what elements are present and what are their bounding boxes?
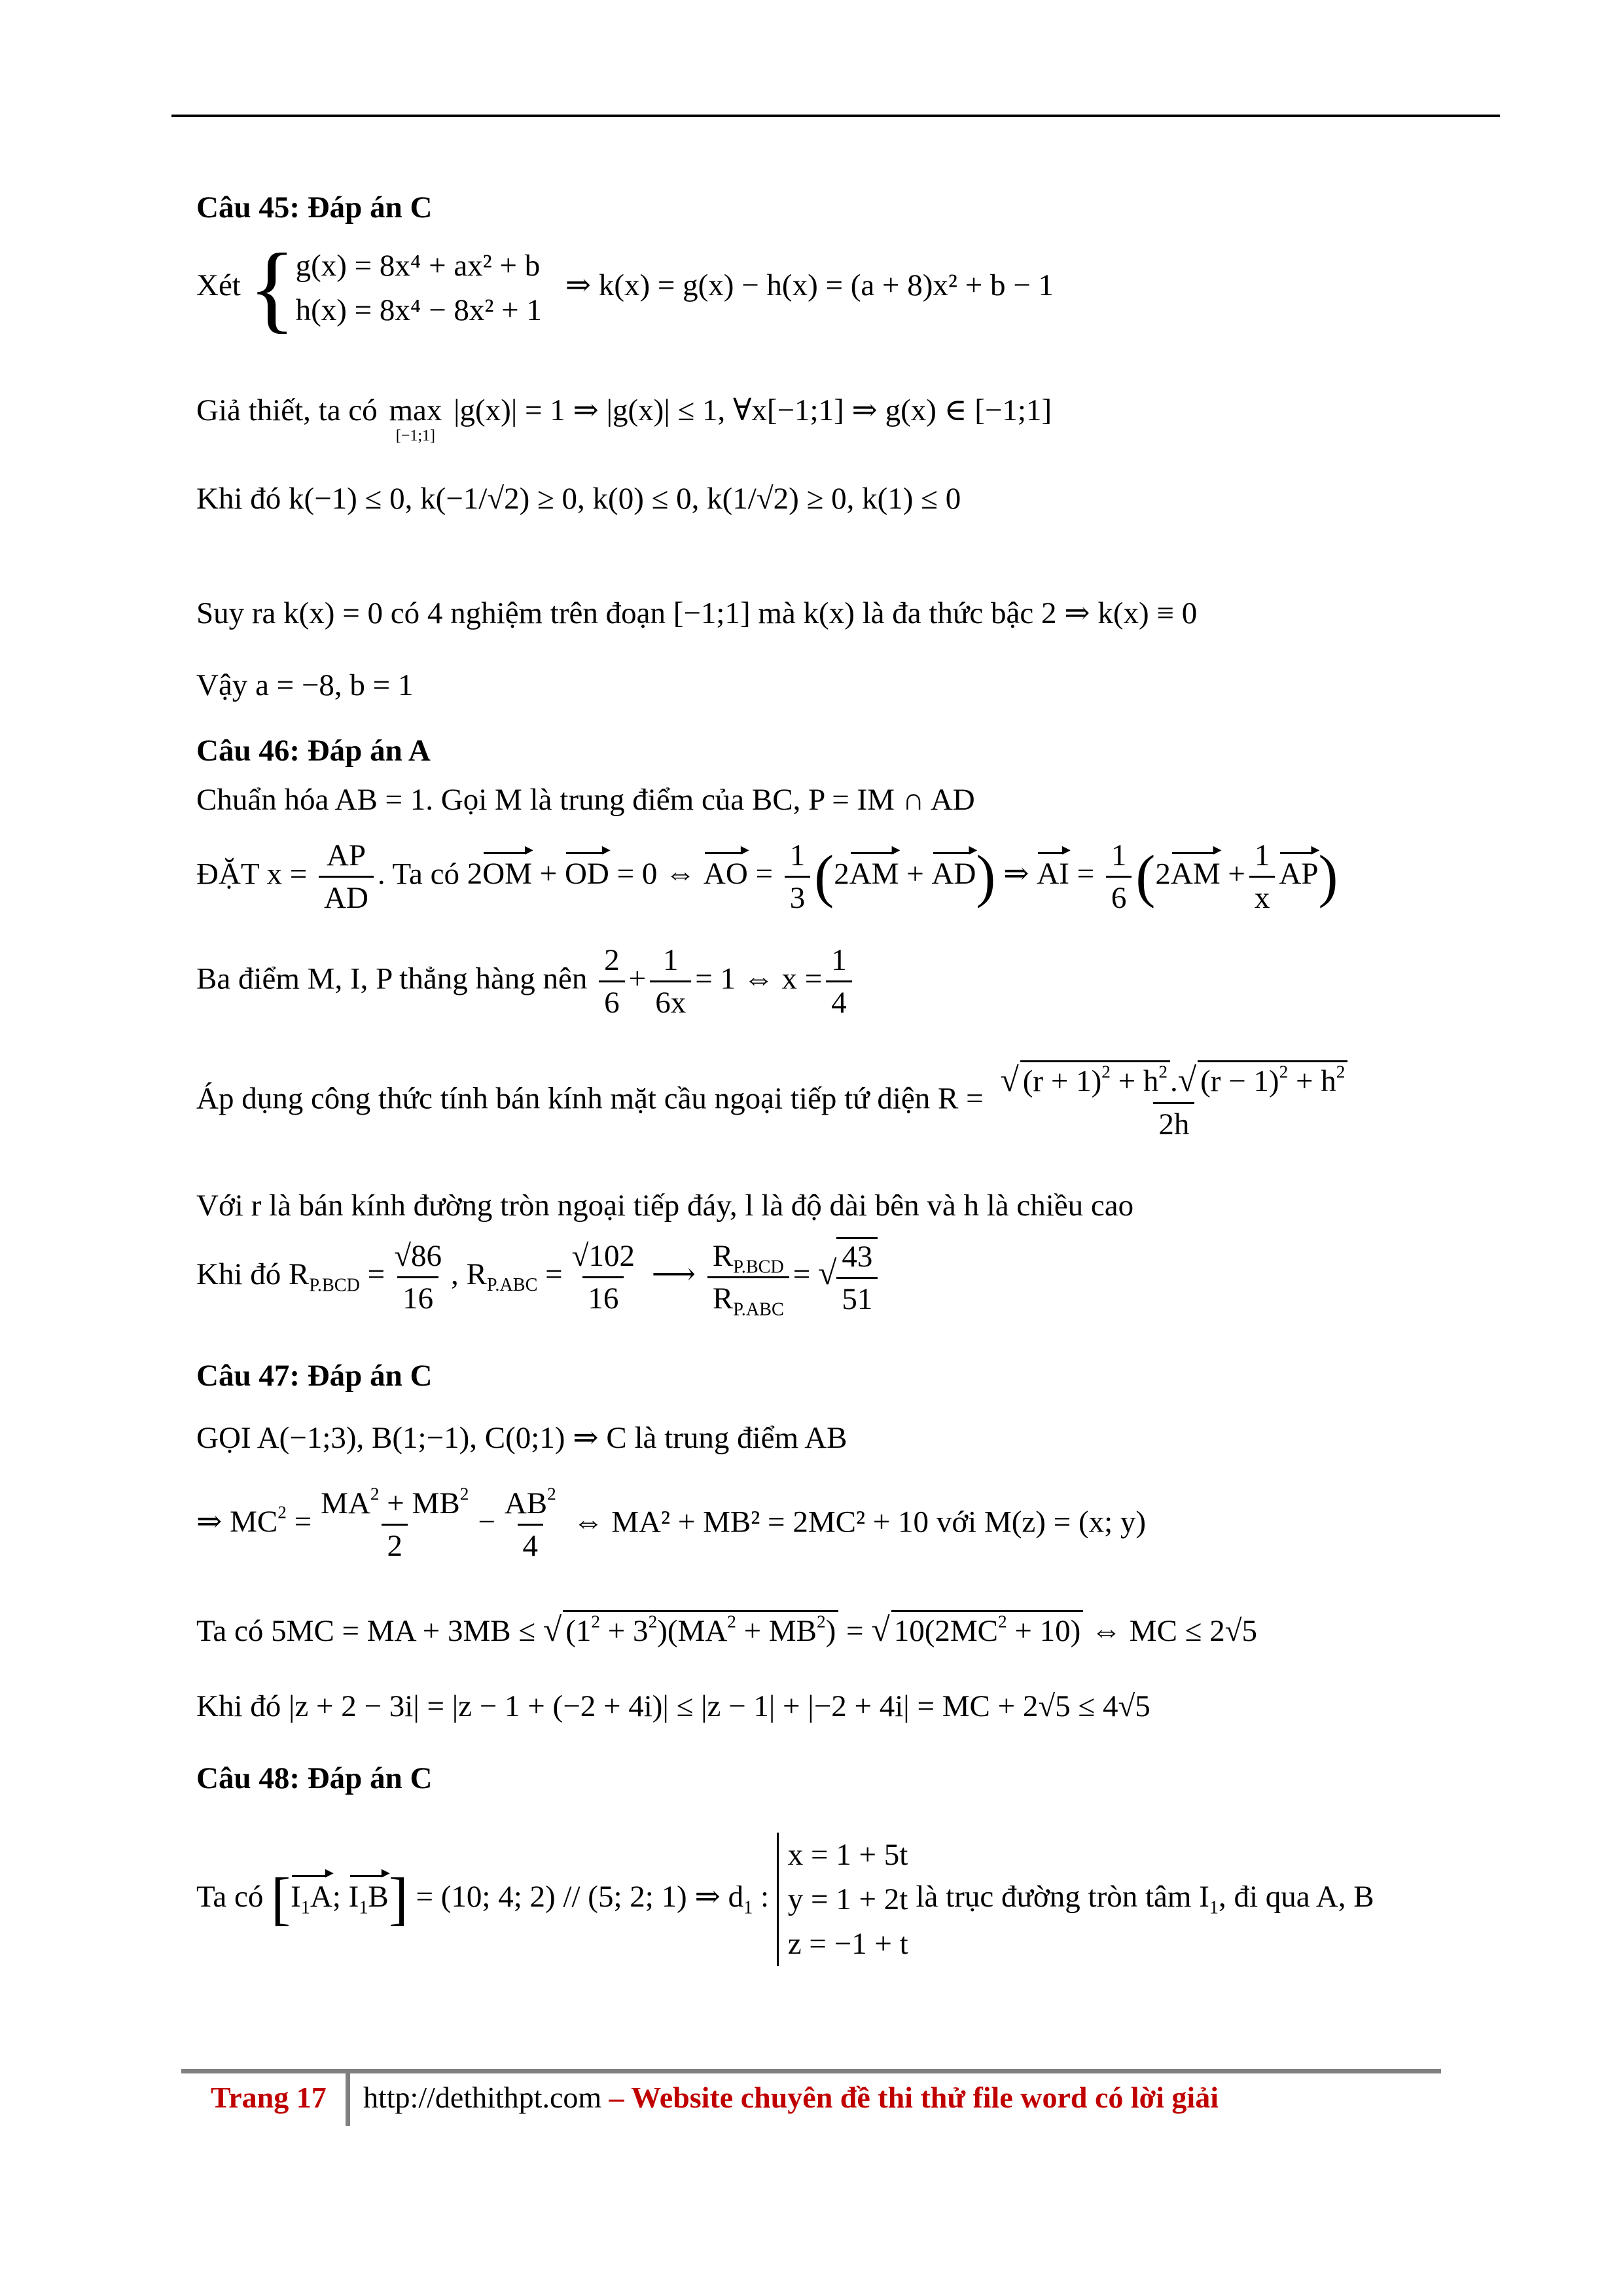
footer-url-link[interactable]: http://dethithpt.com	[363, 2081, 602, 2114]
fraction-ap-ad: $\frac{AP}{AD}$	[319, 838, 374, 916]
q45-heading: Câu 45: Đáp án C	[196, 190, 433, 224]
q45-vay-line: Vậy a = −8, b = 1	[196, 668, 414, 702]
footer-tagline: – Website chuyên đề thi thử file word có lời giải	[609, 2081, 1219, 2114]
q48-heading: Câu 48: Đáp án C	[196, 1761, 433, 1795]
footer-divider	[346, 2073, 350, 2126]
q46-ba-diem-line: Ba điểm M, I, P thẳng hàng nên $\frac{2}{6}$ + $\frac{1}{6x}$ = 1 ⇔ x = $\frac{1}{4}$	[196, 942, 856, 1020]
max-operator: max [−1;1]	[389, 393, 442, 445]
k-definition: ⇒ k(x) = g(x) − h(x) = (a + 8)x² + b − 1	[565, 268, 1054, 302]
q48-taco-line: Ta có [$I_1A$ ▸; $I_1B$ ▸] = (10; 4; 2) // (5; 2; 1) ⇒ $d_1$ : x = 1 + 5t y = 1 + 2t z = −1 + t là trục đường tròn tâm $I_1$, đi qua A, B	[196, 1833, 1374, 1966]
q46-voi-r-line: Với r là bán kính đường tròn ngoại tiếp đáy, l là độ dài bên và h là chiều cao	[196, 1189, 1134, 1223]
q47-taco-line: Ta có 5MC = MA + 3MB ≤ √ $(1^2 + 3^2)(MA^2 + MB^2)$ = √ $10(2MC^2 + 10)$ ⇔ MC ≤ 2√5	[196, 1611, 1258, 1649]
footer-rule	[181, 2069, 1441, 2073]
q45-khido-line	[196, 481, 961, 516]
giathiet-math: |g(x)| = 1 ⇒ |g(x)| ≤ 1, ∀x[−1;1] ⇒ g(x) ∈ [−1;1]	[454, 393, 1052, 427]
circumradius-formula: $\frac{√ (r + 1)^2 + h^2.√ (r - 1)^2 + h^2}{2h}$	[995, 1060, 1353, 1143]
q46-heading: Câu 46: Đáp án A	[196, 734, 431, 768]
khido-text: Khi đó	[196, 482, 281, 516]
q46-apdung-line: Áp dụng công thức tính bán kính mặt cầu ngoại tiếp tứ diện R = $\frac{√ (r + 1)^2 + h^2.√ (r - 1)^2 + h^2}{2h}$	[196, 1060, 1357, 1143]
g-h-system	[296, 243, 542, 332]
xet-label: Xét	[196, 268, 241, 302]
q45-suyra-line: Suy ra k(x) = 0 có 4 nghiệm trên đoạn [−1;1] mà k(x) là đa thức bậc 2 ⇒ k(x) ≡ 0	[196, 596, 1198, 630]
khido-math: k(−1) ≤ 0, k(−1/√2) ≥ 0, k(0) ≤ 0, k(1/√2) ≥ 0, k(1) ≤ 0	[289, 482, 961, 516]
q47-khido-line: Khi đó |z + 2 − 3i| = |z − 1 + (−2 + 4i)| ≤ |z − 1| + |−2 + 4i| = MC + 2√5 ≤ 4√5	[196, 1689, 1150, 1723]
q47-heading: Câu 47: Đáp án C	[196, 1359, 433, 1393]
q46-chuanhoa-line: Chuẩn hóa AB = 1. Gọi M là trung điểm của BC, P = IM ∩ AD	[196, 783, 975, 817]
line-d1-system: x = 1 + 5t y = 1 + 2t z = −1 + t	[777, 1833, 908, 1966]
q46-dat-line: ĐẶT x = $\frac{AP}{AD}$ . Ta có 2OM ▸ + OD ▸ = 0 ⇔ AO ▸ = $\frac{1}{3}$ (2AM ▸ + AD ▸) ⇒ AI ▸ = $\frac{1}{6}$ (2AM ▸ + $\frac{1}{x}$ AP ▸)	[196, 838, 1338, 916]
system-brace: {	[248, 234, 296, 342]
footer-site	[363, 2080, 1219, 2115]
giathiet-text: Giả thiết, ta có	[196, 393, 378, 427]
footer-page-number: Trang 17	[211, 2081, 327, 2114]
h-definition: h(x) = 8x⁴ − 8x² + 1	[295, 293, 542, 327]
header-rule	[171, 115, 1500, 117]
q45-xet-line	[196, 234, 1054, 342]
q47-mc-line: ⇒ $MC^2$ = $\frac{MA^2 + MB^2}{2}$ − $\frac{AB^2}{4}$ ⇔ MA² + MB² = 2MC² + 10 với M(z) = (x; y)	[196, 1484, 1147, 1564]
q47-goi-line: GỌI A(−1;3), B(1;−1), C(0;1) ⇒ C là trung điểm AB	[196, 1421, 847, 1455]
q46-khido-line: Khi đó $R_{P.BCD}$ = $\frac{√86}{16}$ , $R_{P.ABC}$ = $\frac{√102}{16}$ ⟶ $\frac{R_{P.BCD}}{R_{P.ABC}}$ = √ $\frac{43}{51}$	[196, 1237, 882, 1317]
q45-giathiet-line	[196, 393, 1052, 444]
g-definition: g(x) = 8x⁴ + ax² + b	[295, 248, 541, 283]
